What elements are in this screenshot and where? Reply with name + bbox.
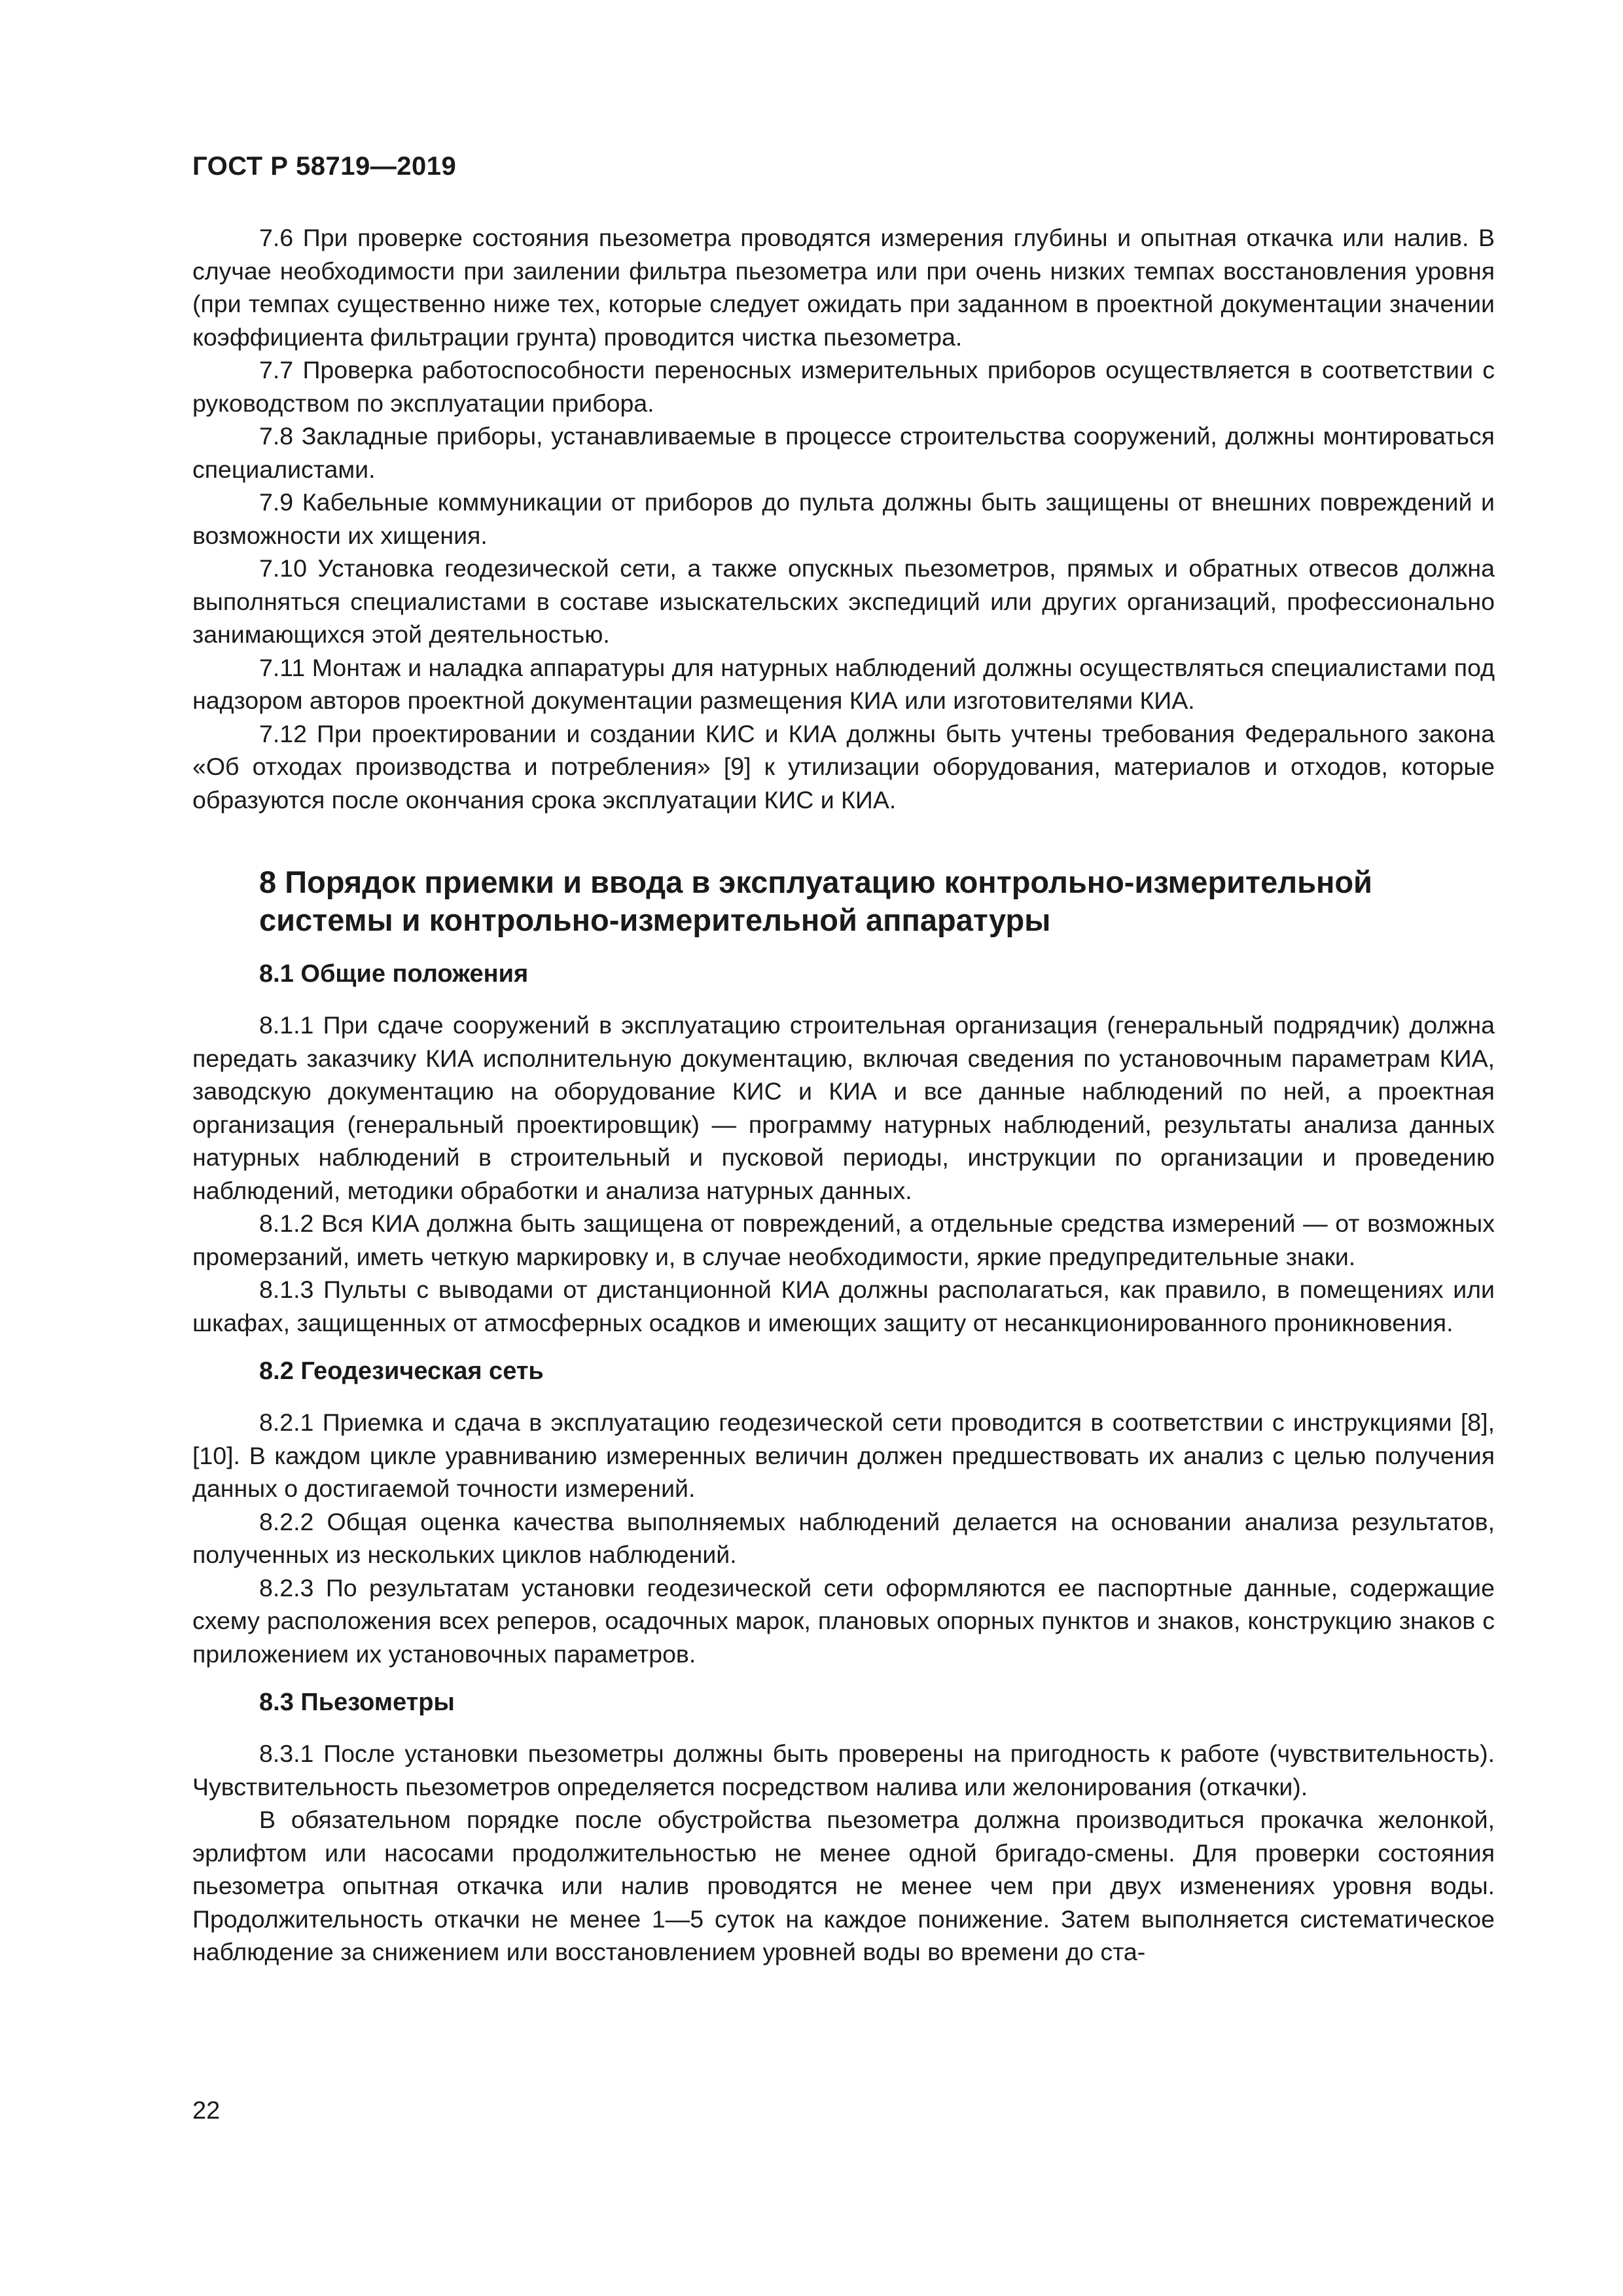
paragraph-8-1-1: 8.1.1 При сдаче сооружений в эксплуатацию строительная организация (генеральный подрядчик) должна передать заказчику КИА исполнительную документацию, включая сведения по установочным параметрам КИА, заводскую документацию на оборудование КИС и КИА и все данные наблюдений по ней, а проектная организация (генеральный проектировщик) — программу натурных наблюдений, результаты анализа данных натурных наблюдений в строительный и пусковой периоды, инструкции по организации и проведению наблюдений, методики обработки и анализа натурных данных. [192, 1011, 1495, 1204]
paragraph-7-7: 7.7 Проверка работоспособности переносных измерительных приборов осуществляется в соответствии с руководством по эксплуатации прибора. [192, 356, 1495, 417]
subsection-8-3-title: 8.3 Пьезометры [259, 1689, 455, 1716]
paragraph-8-2-3: 8.2.3 По результатам установки геодезической сети оформляются ее паспортные данные, содержащие схему расположения всех реперов, осадочных марок, плановых опорных пунктов и знаков, конструкцию знаков с приложением их установочных параметров. [192, 1573, 1495, 1668]
paragraph-8-3-1-continued: В обязательном порядке после обустройства пьезометра должна производиться прокачка желонкой, эрлифтом или насосами продолжительностью не менее одной бригадо-смены. Для проверки состояния пьезометра опытная откачка или налив проводятся не менее чем при двух изменениях уровня воды. Продолжительность откачки не менее 1—5 суток на каждое понижение. Затем выполняется систематическое наблюдение за снижением или восстановлением уровней воды во времени до ста- [192, 1806, 1495, 1965]
paragraph-7-6: 7.6 При проверке состояния пьезометра проводятся измерения глубины и опытная откачка или налив. В случае необходимости при заилении фильтра пьезометра или при очень низких темпах восстановления уровня (при темпах существенно ниже тех, которые следует ожидать при заданном в проектной документации значении коэффициента фильтрации грунта) проводится чистка пьезометра. [192, 224, 1495, 351]
paragraph-8-3-1: 8.3.1 После установки пьезометры должны быть проверены на пригодность к работе (чувствительность). Чувствительность пьезометров определяется посредством налива или желонирования (откачки). [192, 1740, 1495, 1801]
paragraph-7-9: 7.9 Кабельные коммуникации от приборов до пульта должны быть защищены от внешних повреждений и возможности их хищения. [192, 488, 1495, 549]
subsection-8-1-title: 8.1 Общие положения [259, 960, 529, 988]
subsection-8-2-title: 8.2 Геодезическая сеть [259, 1357, 544, 1385]
section-8-title-line-1: 8 Порядок приемки и ввода в эксплуатацию контрольно-измерительной [259, 865, 1372, 899]
paragraph-7-8: 7.8 Закладные приборы, устанавливаемые в процессе строительства сооружений, должны монтироваться специалистами. [192, 422, 1495, 483]
section-8-title-line-2: системы и контрольно-измерительной аппаратуры [259, 903, 1051, 937]
page-number: 22 [192, 2097, 221, 2125]
paragraph-8-1-3: 8.1.3 Пульты с выводами от дистанционной КИА должны располагаться, как правило, в помещениях или шкафах, защищенных от атмосферных осадков и имеющих защиту от несанкционированного проникновения. [192, 1276, 1495, 1336]
paragraph-7-11: 7.11 Монтаж и наладка аппаратуры для натурных наблюдений должны осуществляться специалистами под надзором авторов проектной документации размещения КИА или изготовителями КИА. [192, 653, 1495, 714]
page-content [192, 221, 1495, 1969]
paragraph-8-2-1: 8.2.1 Приемка и сдача в эксплуатацию геодезической сети проводится в соответствии с инструкциями [8], [10]. В каждом цикле уравниванию измеренных величин должен предшествовать их анализ с целью получения данных о достигаемой точности измерений. [192, 1408, 1495, 1502]
section-8-title [192, 863, 1495, 939]
paragraph-7-10: 7.10 Установка геодезической сети, а также опускных пьезометров, прямых и обратных отвесов должна выполняться специалистами в составе изыскательских экспедиций или других организаций, профессионально занимающихся этой деятельностью. [192, 554, 1495, 648]
document-header: ГОСТ Р 58719—2019 [192, 152, 457, 181]
paragraph-8-1-2: 8.1.2 Вся КИА должна быть защищена от повреждений, а отдельные средства измерений — от возможных промерзаний, иметь четкую маркировку и, в случае необходимости, яркие предупредительные знаки. [192, 1210, 1495, 1270]
paragraph-7-12: 7.12 При проектировании и создании КИС и КИА должны быть учтены требования Федерального закона «Об отходах производства и потребления» [9] к утилизации оборудования, материалов и отходов, которые образуются после окончания срока эксплуатации КИС и КИА. [192, 719, 1495, 814]
paragraph-8-2-2: 8.2.2 Общая оценка качества выполняемых наблюдений делается на основании анализа результатов, полученных из нескольких циклов наблюдений. [192, 1507, 1495, 1568]
